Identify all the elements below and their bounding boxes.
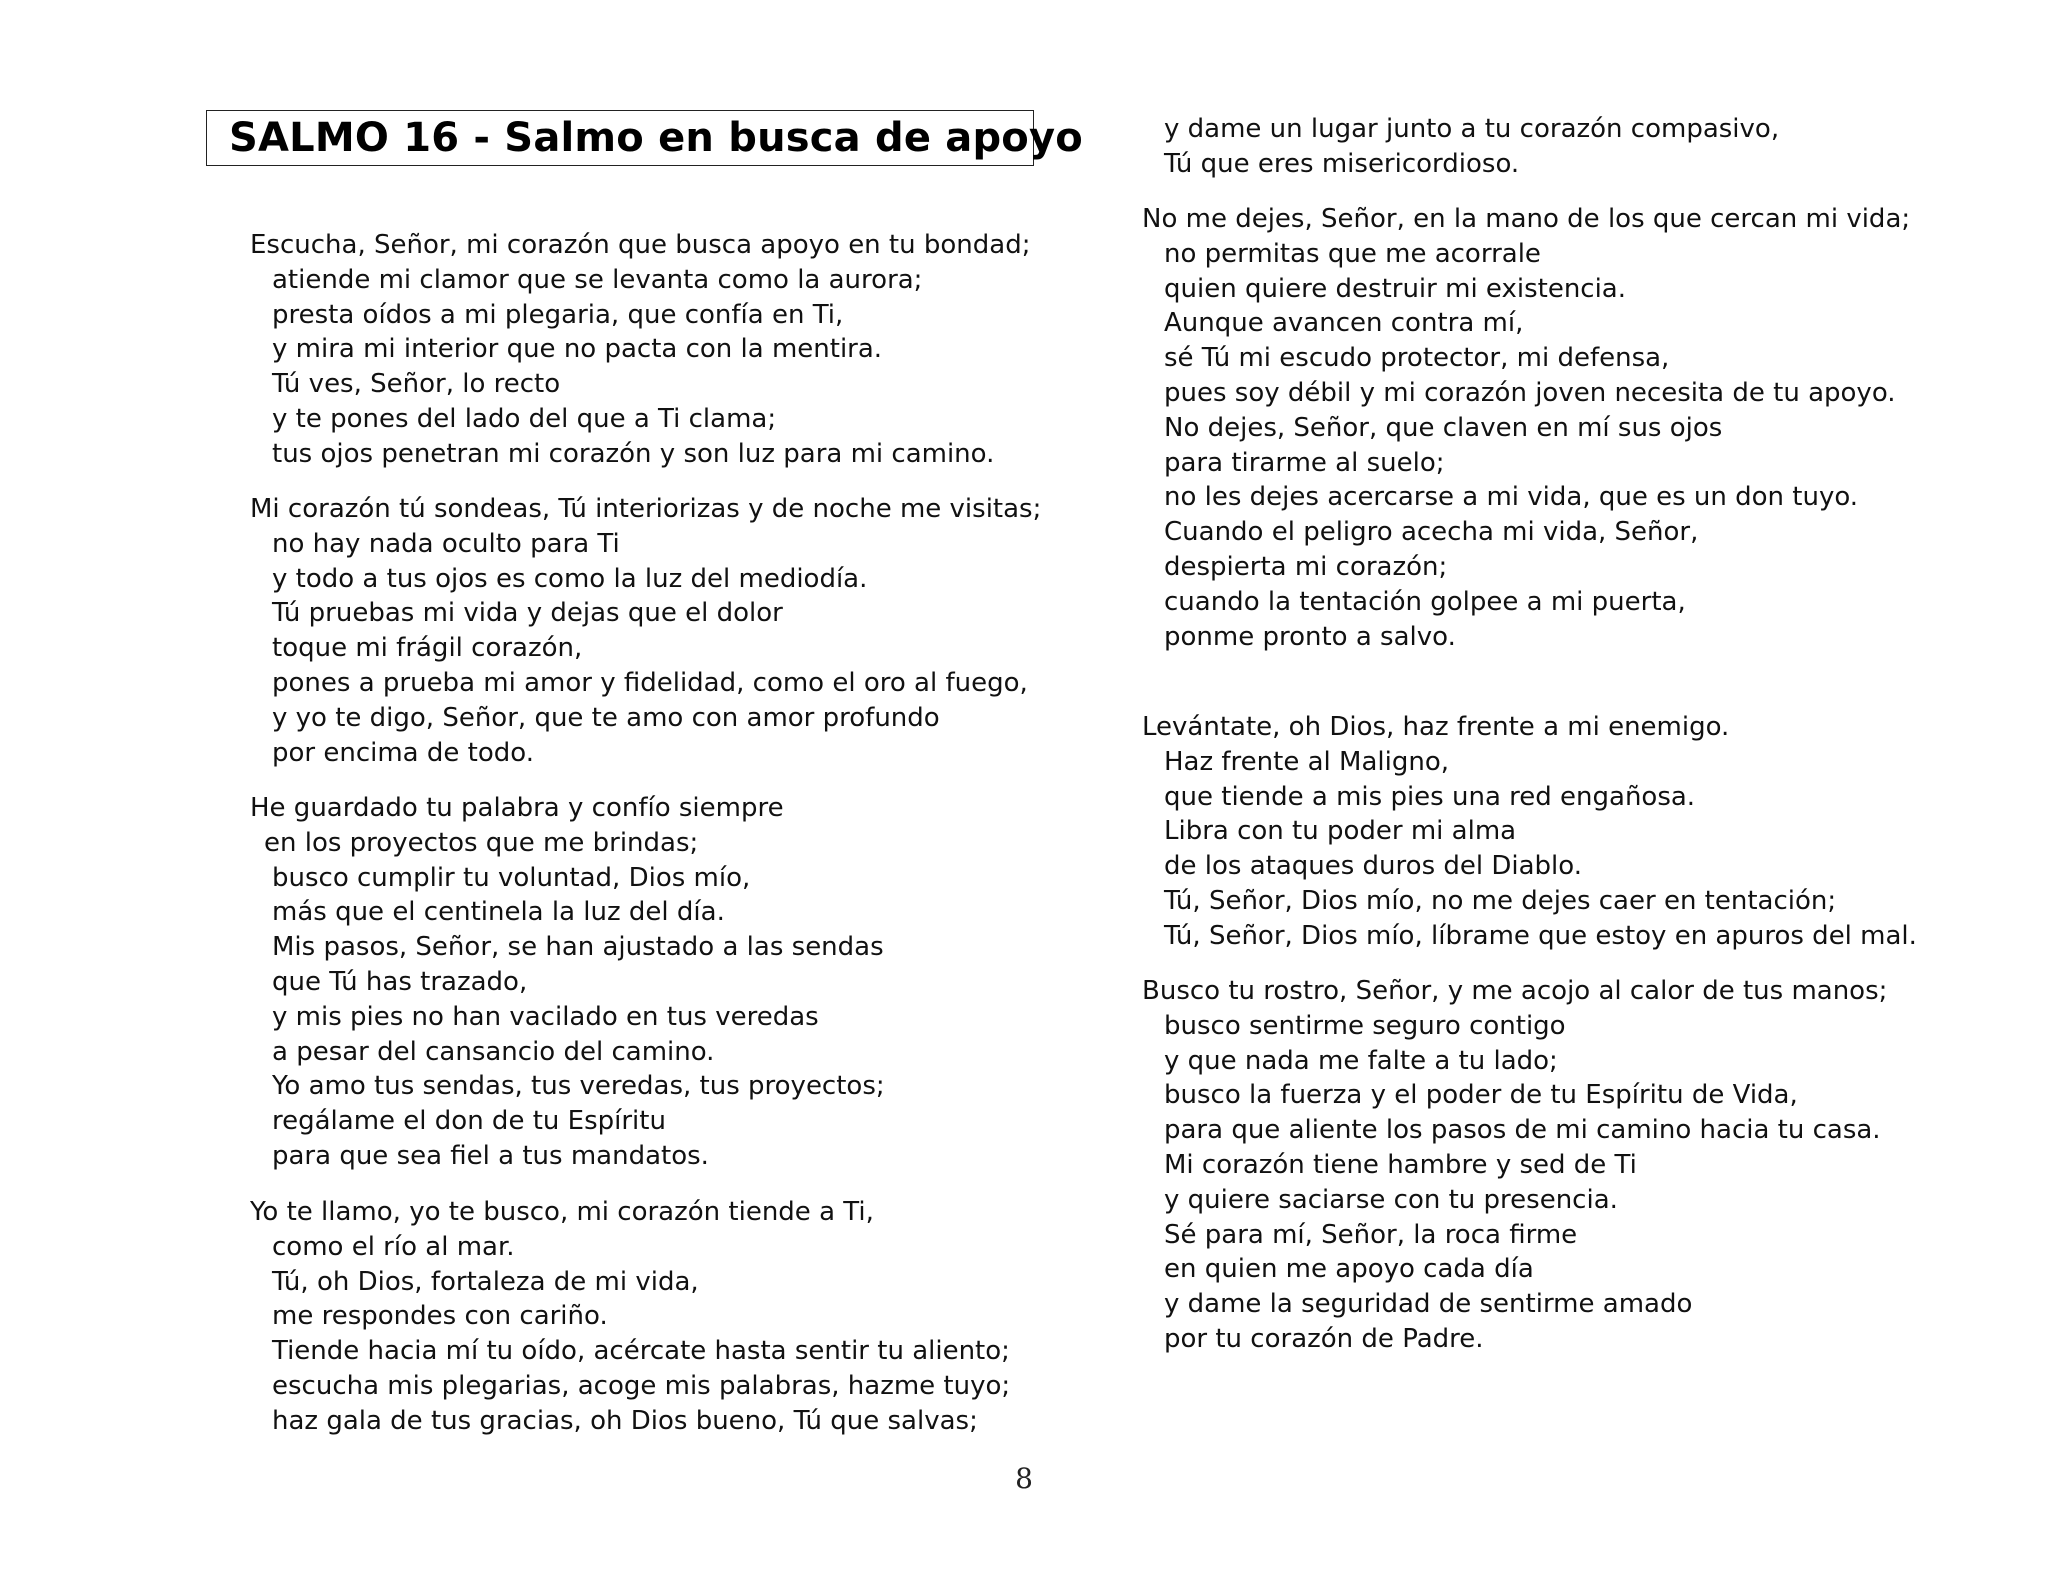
right-stanza-4 (1142, 974, 1887, 1357)
verse-line: Yo amo tus sendas, tus veredas, tus proyectos; (272, 1071, 885, 1102)
verse-line: Tú, Señor, Dios mío, líbrame que estoy en apuros del mal. (1164, 920, 1917, 951)
verse-line: toque mi frágil corazón, (272, 633, 583, 664)
verse-line: Yo te llamo, yo te busco, mi corazón tiende a Ti, (250, 1197, 874, 1227)
verse-line: Tú, Señor, Dios mío, no me dejes caer en tentación; (1164, 885, 1837, 916)
right-stanza-1 (1142, 112, 1779, 182)
verse-line: presta oídos a mi plegaria, que confía en Ti, (272, 299, 844, 330)
verse-line: y que nada me falte a tu lado; (1164, 1045, 1558, 1076)
verse-line: haz gala de tus gracias, oh Dios bueno, Tú que salvas; (272, 1405, 978, 1436)
verse-line: Tú, oh Dios, fortaleza de mi vida, (272, 1266, 699, 1297)
verse-line: y mis pies no han vacilado en tus veredas (272, 1001, 819, 1032)
verse-line: Libra con tu poder mi alma (1164, 816, 1517, 847)
verse-line: Busco tu rostro, Señor, y me acojo al calor de tus manos; (1142, 976, 1888, 1006)
verse-line: Aunque avancen contra mí, (1164, 308, 1524, 339)
right-stanza-3 (1142, 710, 1917, 954)
verse-line: por encima de todo. (272, 737, 534, 768)
verse-line: tus ojos penetran mi corazón y son luz para mi camino. (272, 438, 995, 469)
verse-line: Mis pasos, Señor, se han ajustado a las sendas (272, 932, 884, 963)
verse-line: como el río al mar. (272, 1231, 515, 1262)
verse-line: quien quiere destruir mi existencia. (1164, 273, 1627, 304)
verse-line: que tiende a mis pies una red engañosa. (1164, 781, 1696, 812)
left-stanza-1 (250, 228, 1030, 472)
verse-line: pones a prueba mi amor y fidelidad, como el oro al fuego, (272, 667, 1028, 698)
verse-line: más que el centinela la luz del día. (272, 897, 725, 928)
left-stanza-2 (250, 492, 1041, 770)
verse-line: busco la fuerza y el poder de tu Espíritu de Vida, (1164, 1080, 1798, 1111)
left-stanza-3 (250, 791, 885, 1174)
verse-line: No me dejes, Señor, en la mano de los que cercan mi vida; (1142, 204, 1911, 234)
verse-line: He guardado tu palabra y confío siempre (250, 793, 784, 823)
verse-line: despierta mi corazón; (1164, 551, 1448, 582)
verse-line: pues soy débil y mi corazón joven necesita de tu apoyo. (1164, 377, 1896, 408)
verse-line: para que aliente los pasos de mi camino hacia tu casa. (1164, 1115, 1881, 1146)
verse-line: por tu corazón de Padre. (1164, 1323, 1484, 1354)
verse-line: y todo a tus ojos es como la luz del mediodía. (272, 563, 868, 594)
verse-line: Sé para mí, Señor, la roca firme (1164, 1219, 1578, 1250)
verse-line: Tiende hacia mí tu oído, acércate hasta sentir tu aliento; (272, 1336, 1010, 1367)
verse-line: que Tú has trazado, (272, 966, 528, 997)
verse-line: para tirarme al suelo; (1164, 447, 1445, 478)
verse-line: ponme pronto a salvo. (1164, 621, 1456, 652)
verse-line: Tú pruebas mi vida y dejas que el dolor (272, 598, 783, 629)
verse-line: en los proyectos que me brindas; (264, 827, 699, 858)
verse-line: no permitas que me acorrale (1164, 238, 1541, 269)
verse-line: no hay nada oculto para Ti (272, 528, 620, 559)
verse-line: en quien me apoyo cada día (1164, 1254, 1534, 1285)
verse-line: Mi corazón tú sondeas, Tú interiorizas y de noche me visitas; (250, 494, 1042, 524)
verse-line: regálame el don de tu Espíritu (272, 1106, 666, 1137)
verse-line: y mira mi interior que no pacta con la mentira. (272, 334, 883, 365)
verse-line: Levántate, oh Dios, haz frente a mi enemigo. (1142, 712, 1730, 742)
verse-line: y dame un lugar junto a tu corazón compasivo, (1164, 114, 1780, 144)
left-stanza-4 (250, 1195, 1010, 1439)
verse-line: Tú que eres misericordioso. (1164, 148, 1520, 179)
verse-line: me respondes con cariño. (272, 1301, 608, 1332)
verse-line: atiende mi clamor que se levanta como la aurora; (272, 264, 923, 295)
verse-line: y te pones del lado del que a Ti clama; (272, 403, 777, 434)
verse-line: a pesar del cansancio del camino. (272, 1036, 715, 1067)
verse-line: Mi corazón tiene hambre y sed de Ti (1164, 1149, 1637, 1180)
verse-line: Tú ves, Señor, lo recto (272, 369, 561, 400)
psalm-title: SALMO 16 - Salmo en busca de apoyo (229, 115, 1083, 161)
right-stanza-2 (1142, 202, 1910, 654)
verse-line: Cuando el peligro acecha mi vida, Señor, (1164, 517, 1699, 548)
verse-line: para que sea fiel a tus mandatos. (272, 1140, 709, 1171)
verse-line: y yo te digo, Señor, que te amo con amor profundo (272, 702, 940, 733)
verse-line: busco sentirme seguro contigo (1164, 1010, 1566, 1041)
verse-line: cuando la tentación golpee a mi puerta, (1164, 586, 1686, 617)
page-number: 8 (1015, 1462, 1033, 1495)
verse-line: y dame la seguridad de sentirme amado (1164, 1289, 1693, 1320)
verse-line: de los ataques duros del Diablo. (1164, 851, 1582, 882)
verse-line: no les dejes acercarse a mi vida, que es un don tuyo. (1164, 482, 1859, 513)
psalm-title-box (206, 110, 1083, 166)
verse-line: y quiere saciarse con tu presencia. (1164, 1184, 1618, 1215)
verse-line: Haz frente al Maligno, (1164, 746, 1449, 777)
verse-line: escucha mis plegarias, acoge mis palabras, hazme tuyo; (272, 1370, 1011, 1401)
verse-line: busco cumplir tu voluntad, Dios mío, (272, 862, 751, 893)
verse-line: Escucha, Señor, mi corazón que busca apoyo en tu bondad; (250, 230, 1031, 260)
verse-line: No dejes, Señor, que claven en mí sus ojos (1164, 412, 1723, 443)
verse-line: sé Tú mi escudo protector, mi defensa, (1164, 343, 1670, 374)
